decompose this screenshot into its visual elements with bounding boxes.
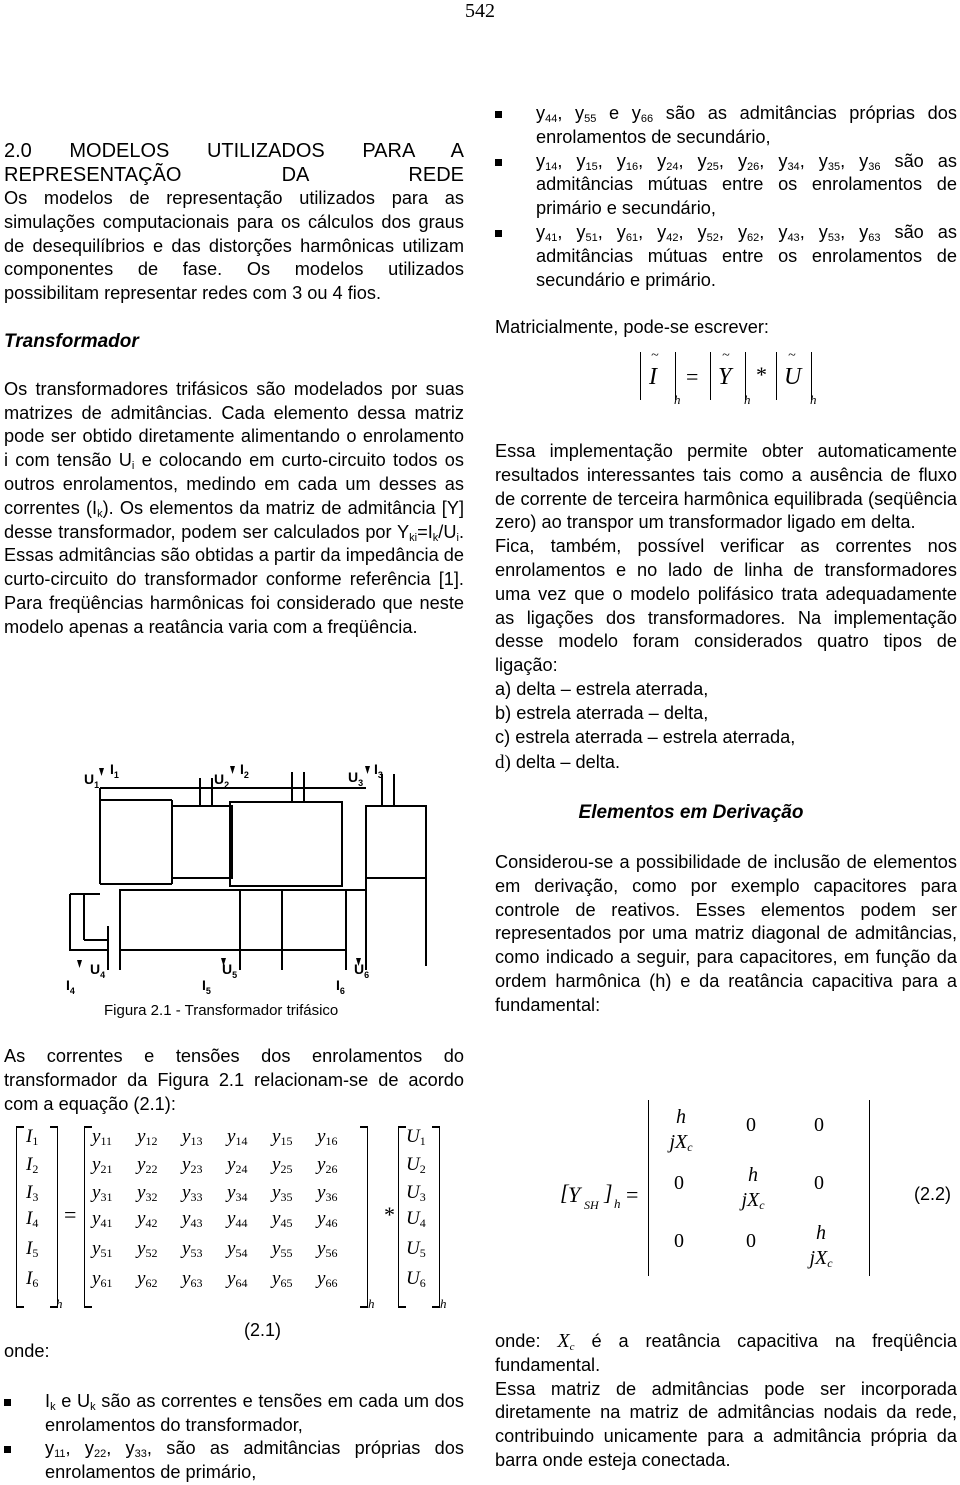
matrix-entry: $y_{11}$ xyxy=(92,1126,112,1148)
matrix-entry: $y_{12}$ xyxy=(137,1126,158,1148)
matrix-entry: $y_{34}$ xyxy=(227,1182,248,1204)
right-middle xyxy=(495,440,957,1018)
matrix-entry: $y_{22}$ xyxy=(137,1154,158,1176)
matrix-entry: $I_1$ xyxy=(26,1126,39,1148)
matrix-entry: $y_{61}$ xyxy=(92,1268,113,1290)
equals-sign: = xyxy=(686,364,699,389)
bracket-tick xyxy=(398,1306,406,1308)
equation-2-1 xyxy=(0,1118,470,1338)
matrix-entry: 0 xyxy=(814,1114,824,1136)
matrix-entry: h $jX_c$ xyxy=(809,1222,833,1270)
matrix-entry: $y_{32}$ xyxy=(137,1182,158,1204)
eq-label-2-2: (2.2) xyxy=(914,1184,952,1204)
label-i6: $I_6$ xyxy=(336,977,345,996)
transformer-paragraph: Os transformadores trifásicos são modelados por suas matrizes de admitâncias. Cada elemento dessa matriz pode ser obtido diretamente alimentando o enrolamento i com tensão $U_i$ e colocando em curto-circuito todos os outros enrolamentos, medindo em cada um desses as correntes $(I_k)$. Os elementos da matriz de admitância [Y] desse transformador, podem ser calculados por $Y_{ki}=I_k/U_i$. Essas admitâncias são obtidas a partir da impedância de curto-circuito do transformador conforme referência [1]. Para freqüências harmônicas foi considerado que neste modelo apenas a reatância varia com a freqüência. xyxy=(4,378,465,637)
matrix-entry: $y_{36}$ xyxy=(317,1182,338,1204)
label-u4: $U_4$ xyxy=(90,961,106,980)
matrix-entry: $y_{51}$ xyxy=(92,1238,113,1260)
label-i2: $I_2$ xyxy=(240,761,249,780)
bullet-item: $y_{41}$, $y_{51}$, $y_{61}$, $y_{42}$, $y_{52}$, $y_{62}$, $y_{43}$, $y_{53}$, $y_{63}$ são as admitâncias mútuas entre os enrolamentos de secundário e primário. xyxy=(495,221,957,292)
matrix-entry: $y_{62}$ xyxy=(137,1268,158,1290)
matrix-entry: $I_6$ xyxy=(26,1268,39,1290)
matrix-entry: $y_{16}$ xyxy=(317,1126,338,1148)
matrix-entry: 0 xyxy=(814,1172,824,1194)
bracket-tick xyxy=(432,1126,440,1128)
label-u2: $U_2$ xyxy=(214,771,230,790)
matricial-line: Matricialmente, pode-se escrever: xyxy=(495,317,769,338)
label-u3: $U_3$ xyxy=(348,769,364,788)
matrix-entry: h $jX_c$ xyxy=(741,1164,765,1212)
matrix-entry: $I_3$ xyxy=(26,1182,39,1204)
matrix-entry: 0 xyxy=(674,1172,684,1194)
matrix-entry: $y_{63}$ xyxy=(182,1268,203,1290)
matrix-entry: $U_6$ xyxy=(406,1268,426,1290)
symbol-U: U xyxy=(784,364,802,390)
matrix-entry: $I_4$ xyxy=(26,1208,39,1230)
label-u1: $U_1$ xyxy=(84,771,100,790)
matrix-entry: $y_{46}$ xyxy=(317,1208,338,1230)
label-i1: $I_1$ xyxy=(110,761,119,780)
matrix-entry: $y_{25}$ xyxy=(272,1154,293,1176)
right-bottom xyxy=(495,1330,957,1473)
diag-matrix-content xyxy=(648,1100,868,1276)
figure-caption: Figura 2.1 - Transformador trifásico xyxy=(104,1002,339,1019)
bullet-item: $y_{11}$, $y_{22}$, $y_{33}$, são as admitâncias próprias dos enrolamentos de primário, xyxy=(4,1437,464,1485)
matrix-entry: $y_{43}$ xyxy=(182,1208,203,1230)
bullet-item: $I_k$ e $U_k$ são as correntes e tensões em cada um dos enrolamentos do transformador, xyxy=(4,1390,464,1438)
left-column xyxy=(4,139,464,640)
matrix-entry: $y_{26}$ xyxy=(317,1154,338,1176)
subscript-h: h xyxy=(440,1296,447,1311)
ysh-bracket-close: ] xyxy=(604,1180,613,1205)
times-sign: * xyxy=(384,1202,395,1227)
matrix-entry: $U_5$ xyxy=(406,1238,426,1260)
equals-sign: = xyxy=(626,1182,639,1207)
equation-2-2 xyxy=(560,1100,960,1300)
list-item-d: d) delta – delta. xyxy=(495,752,621,774)
bracket-tick xyxy=(432,1306,440,1308)
right-column xyxy=(495,102,957,340)
list-item-c: c) estrela aterrada – estrela aterrada, xyxy=(495,726,796,747)
label-i5: $I_5$ xyxy=(202,977,211,996)
page-number: 542 xyxy=(465,0,495,22)
matrix-entry: $y_{65}$ xyxy=(272,1268,293,1290)
matrix-entry: 0 xyxy=(746,1230,756,1252)
matrix-entry: $y_{55}$ xyxy=(272,1238,293,1260)
list-item-b: b) estrela aterrada – delta, xyxy=(495,702,709,723)
matrix-entry: 0 xyxy=(674,1230,684,1252)
matrix-entry: $I_2$ xyxy=(26,1154,39,1176)
matrix-entry: $y_{45}$ xyxy=(272,1208,293,1230)
bracket-tick xyxy=(50,1126,58,1128)
tilde: ~ xyxy=(722,348,730,363)
matrix-entry: $y_{33}$ xyxy=(182,1182,203,1204)
matrix-entry: h $jX_c$ xyxy=(669,1106,693,1154)
symbol-I: I xyxy=(649,364,657,390)
transformer-title: Transformador xyxy=(4,330,139,352)
bracket-tick xyxy=(398,1126,406,1128)
matrix-entry: $y_{64}$ xyxy=(227,1268,248,1290)
after-figure-paragraph: As correntes e tensões dos enrolamentos do transformador da Figura 2.1 relacionam-se de acordo com a equação (2.1): xyxy=(4,1046,464,1114)
matrix-entry: $y_{53}$ xyxy=(182,1238,203,1260)
subscript-h: h xyxy=(810,392,817,407)
subscript-h: h xyxy=(56,1296,63,1311)
matrix-entry: $y_{35}$ xyxy=(272,1182,293,1204)
matrix-entry: $y_{13}$ xyxy=(182,1126,203,1148)
label-i4: $I_4$ xyxy=(66,977,75,996)
section-heading: 2.0 MODELOS UTILIZADOS PARA A REPRESENTAÇÃO DA REDE xyxy=(4,140,464,186)
onde-xc: onde: $X_c$ é a reatância capacitiva na freqüência fundamental. xyxy=(495,1330,957,1375)
paragraph-fica: Fica, também, possível verificar as correntes nos enrolamentos e no lado de linha de transformadores uma vez que o modelo polifásico trata adequadamente as ligações dos transformadores. Na implementação desse modelo foram considerados quatro tipos de ligação: xyxy=(495,536,957,676)
subscript-h: h xyxy=(614,1196,621,1211)
matrix-entry: $U_1$ xyxy=(406,1126,426,1148)
matrix-entry: $y_{54}$ xyxy=(227,1238,248,1260)
matrix-entry: $y_{42}$ xyxy=(137,1208,158,1230)
label-i3: $I_3$ xyxy=(374,761,383,780)
matrix-entry: $U_2$ xyxy=(406,1154,426,1176)
matrix-entry: $y_{14}$ xyxy=(227,1126,248,1148)
subscript-SH: SH xyxy=(584,1198,599,1212)
ysh-bracket-open: [ xyxy=(560,1180,569,1205)
onde-label: onde: xyxy=(4,1341,50,1361)
left-bottom xyxy=(4,1340,464,1485)
tilde: ~ xyxy=(651,348,659,363)
subscript-h: h xyxy=(744,392,751,407)
matrix-entry: $y_{41}$ xyxy=(92,1208,113,1230)
matrix-entry: $y_{31}$ xyxy=(92,1182,113,1204)
bracket-tick xyxy=(16,1306,24,1308)
matrix-entry: $y_{24}$ xyxy=(227,1154,248,1176)
transformer-figure xyxy=(60,760,480,1000)
eq-label-2-1: (2.1) xyxy=(244,1320,282,1340)
tilde: ~ xyxy=(788,348,796,363)
symbol-Y: Y xyxy=(718,364,732,390)
paragraph-consid: Considerou-se a possibilidade de inclusão de elementos em derivação, como por exemplo capacitores para controle de reativos. Esses elementos podem ser representados por uma matriz diagonal de admitâncias, como indicado a seguir, para capacitores, em função da ordem harmônica (h) e da reatância capacitiva para a fundamental: xyxy=(495,851,957,1015)
intro-paragraph: Os modelos de representação utilizados para as simulações computacionais para os cálculos dos graus de desequilíbrios e das distorções harmônicas utilizam componentes de fase. Os modelos utilizados possibilitam representar redes com 3 ou 4 fios. xyxy=(4,188,464,304)
bullet-item: $y_{14}$, $y_{15}$, $y_{16}$, $y_{24}$, $y_{25}$, $y_{26}$, $y_{34}$, $y_{35}$, $y_{36}$ são as admitâncias mútuas entre os enrolamentos de primário e secundário, xyxy=(495,150,957,221)
matrix-entry: $U_4$ xyxy=(406,1208,426,1230)
matrix-entry: $y_{44}$ xyxy=(227,1208,248,1230)
matrix-entry: $U_3$ xyxy=(406,1182,426,1204)
paragraph-final: Essa matriz de admitâncias pode ser incorporada diretamente na matriz de admitâncias nodais da rede, contribuindo unicamente para a admitância própria da barra onde esteja conectada. xyxy=(495,1378,957,1470)
equals-sign: = xyxy=(64,1202,77,1227)
bracket-tick xyxy=(84,1126,92,1128)
matrix-entry: 0 xyxy=(746,1114,756,1136)
matrix-entry: $y_{23}$ xyxy=(182,1154,203,1176)
equation-compact xyxy=(630,348,850,412)
matrix-entry: $y_{56}$ xyxy=(317,1238,338,1260)
subscript-h: h xyxy=(368,1296,375,1311)
matrix-entry: $I_5$ xyxy=(26,1238,39,1260)
bullet-item: $y_{44}$, $y_{55}$ e $y_{66}$ são as admitâncias próprias dos enrolamentos de secundário, xyxy=(495,102,957,150)
symbol-Y: Y xyxy=(568,1182,581,1207)
label-u6: $U_6$ xyxy=(354,961,370,980)
matrix-entry: $y_{15}$ xyxy=(272,1126,293,1148)
paragraph-essa: Essa implementação permite obter automaticamente resultados interessantes tais como a ausência de fluxo de corrente de terceira harmônica equilibrada (seqüência zero) ao transpor um transformador ligado em delta. xyxy=(495,441,957,533)
matrix-entry: $y_{66}$ xyxy=(317,1268,338,1290)
bracket-tick xyxy=(84,1306,92,1308)
bracket-tick xyxy=(16,1126,24,1128)
list-item-a: a) delta – estrela aterrada, xyxy=(495,678,709,699)
times-sign: * xyxy=(756,362,767,387)
matrix-entry: $y_{52}$ xyxy=(137,1238,158,1260)
matrix-entry: $y_{21}$ xyxy=(92,1154,113,1176)
subscript-h: h xyxy=(674,392,681,407)
bracket-tick xyxy=(360,1126,368,1128)
deriv-title: Elementos em Derivação xyxy=(578,802,804,824)
label-u5: $U_5$ xyxy=(222,961,238,980)
bracket-tick xyxy=(360,1306,368,1308)
